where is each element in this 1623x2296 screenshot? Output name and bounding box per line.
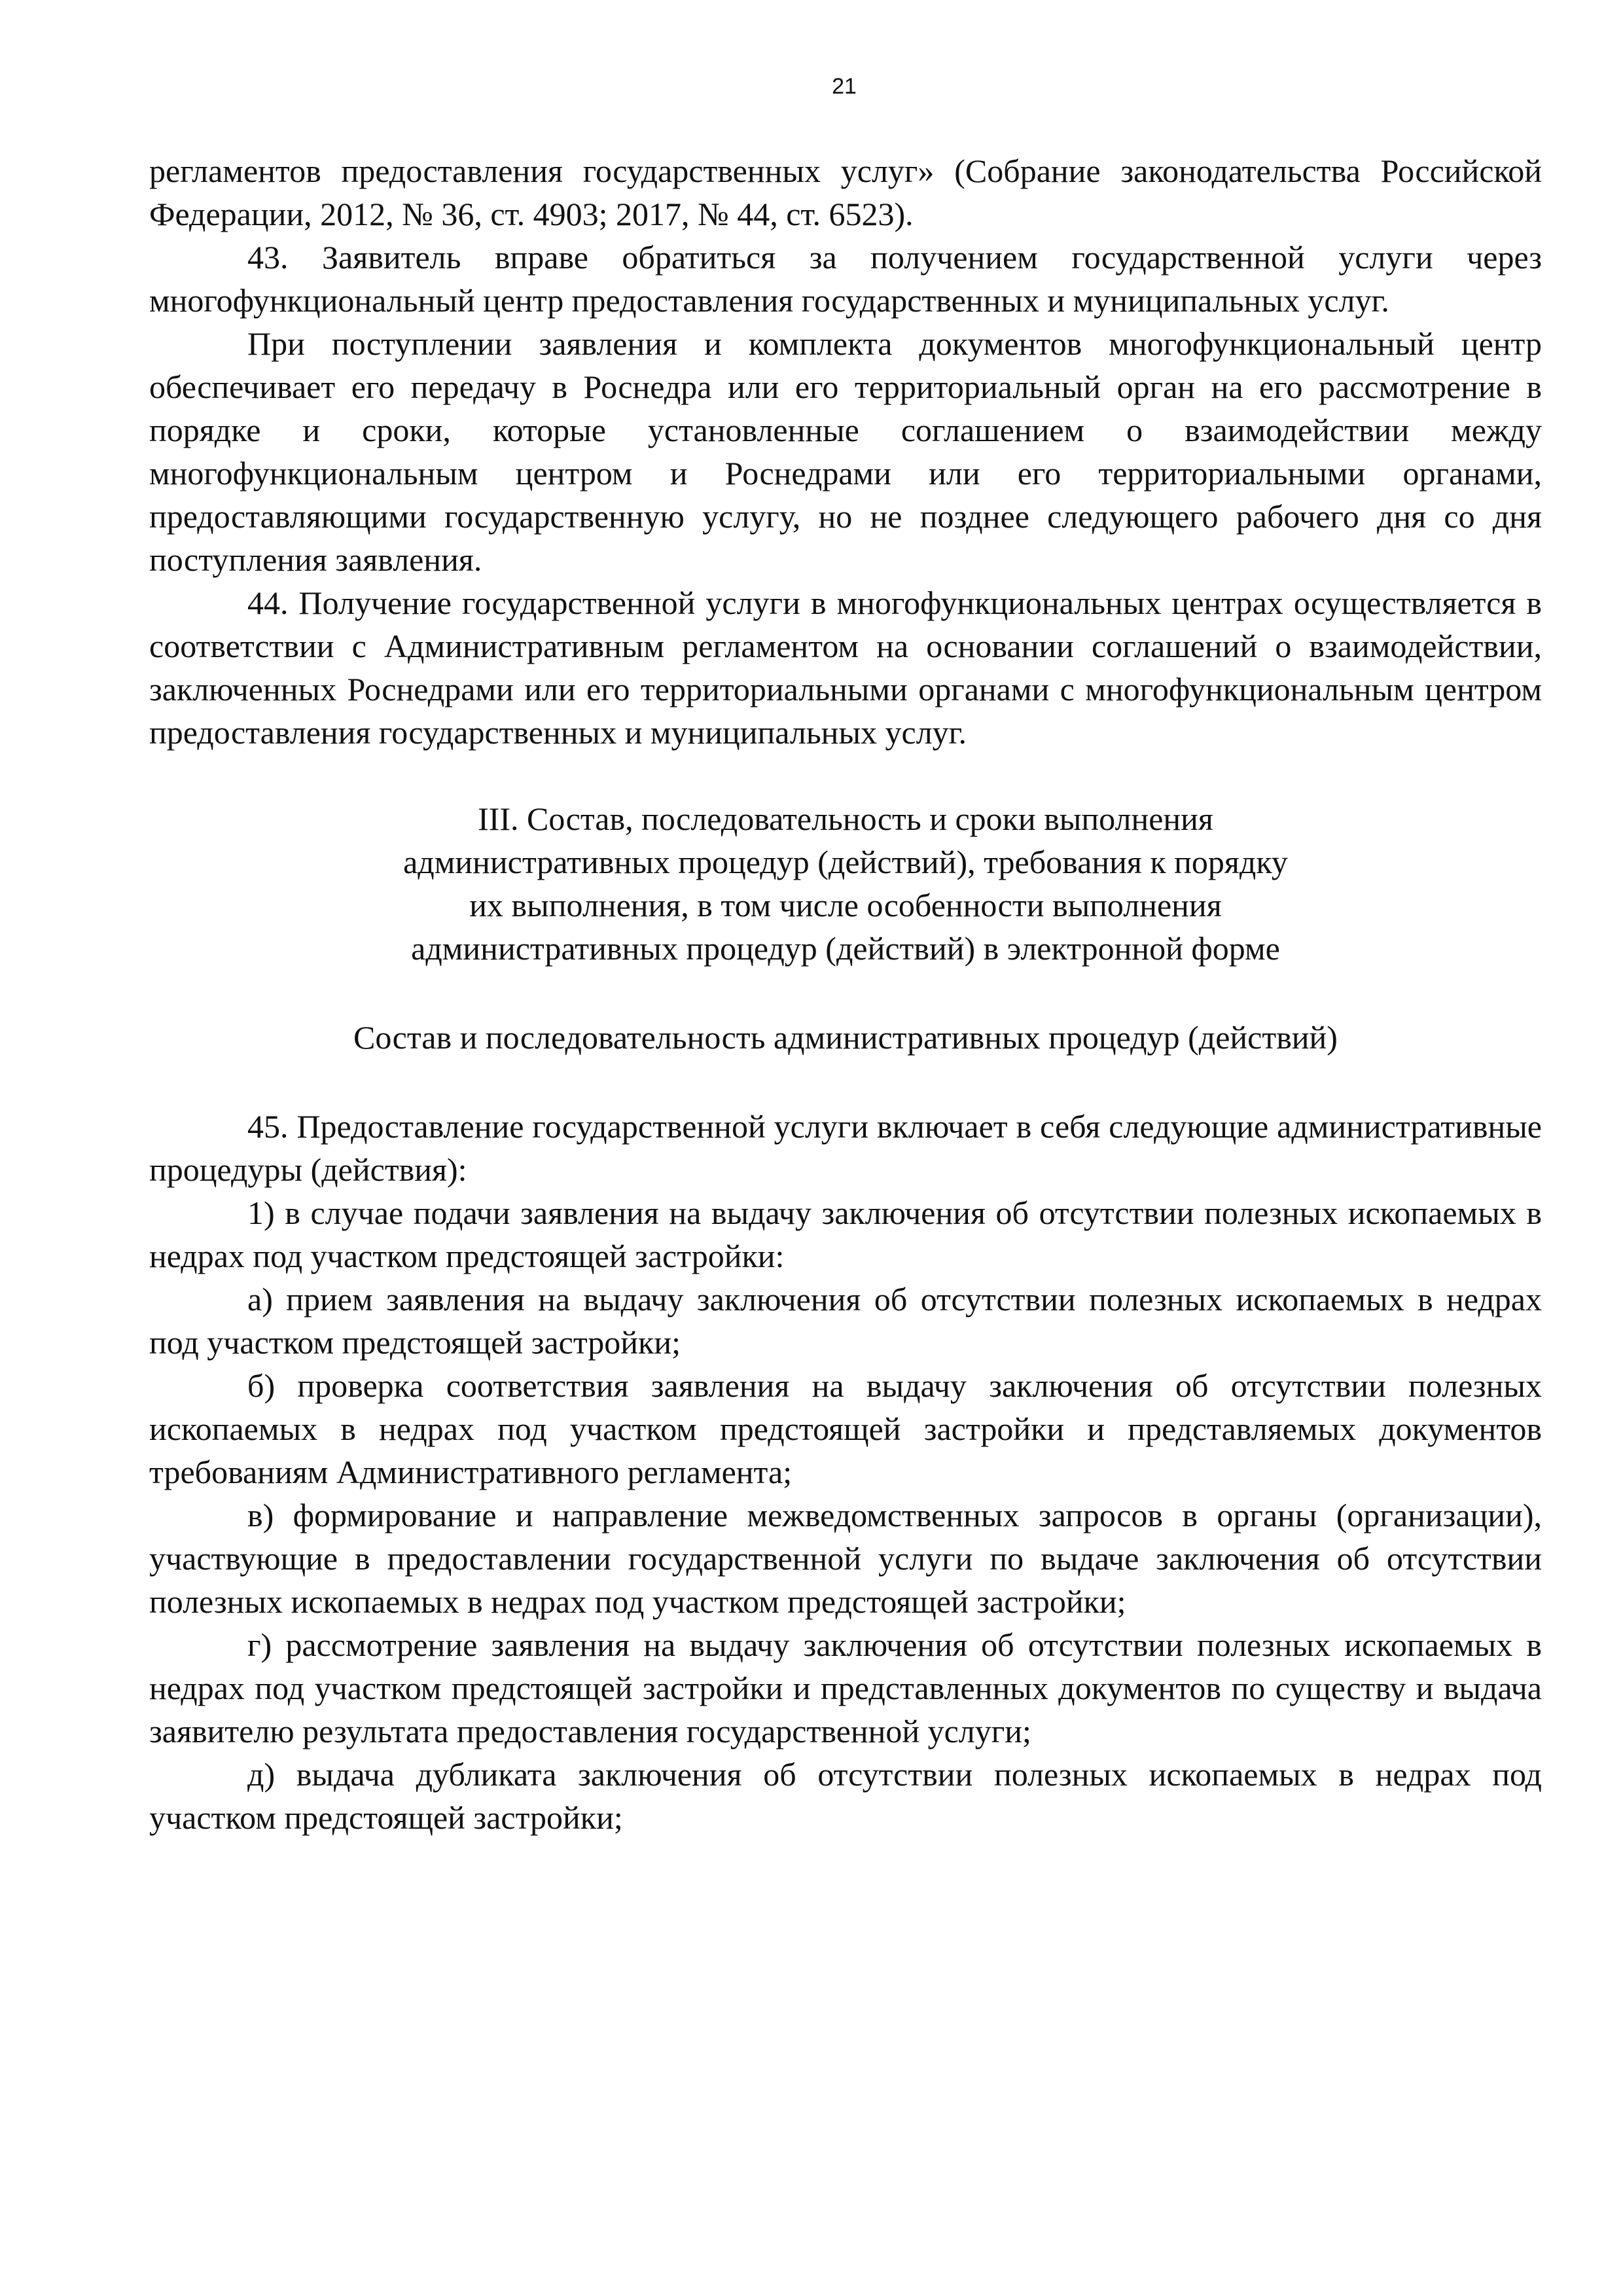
paragraph-continuation: регламентов предоставления государственных услуг» (Собрание законодательства Российской Федерации, 2012, № 36, ст. 4903; 2017, № 44, ст. 6523). (149, 152, 1542, 232)
paragraph-44: 44. Получение государственной услуги в многофункциональных центрах осуществляется в соответствии с Административным регламентом на основании соглашений о взаимодействии, заключенных Роснедрами или его территориальными органами с многофункциональным центром предоставления государственных и муниципальных услуг. (149, 584, 1542, 751)
paragraph-45-item-1: 1) в случае подачи заявления на выдачу заключения об отсутствии полезных ископаемых в недрах под участком предстоящей застройки: (149, 1194, 1542, 1274)
paragraph-45-item-d: д) выдача дубликата заключения об отсутствии полезных ископаемых в недрах под участком предстоящей застройки; (149, 1756, 1542, 1836)
paragraph-45-item-g: г) рассмотрение заявления на выдачу заключения об отсутствии полезных ископаемых в недрах под участком предстоящей застройки и представленных документов по существу и выдача заявителю результата предоставления государственной услуги; (149, 1626, 1542, 1749)
section-heading-line: административных процедур (действий) в электронной форме (411, 930, 1280, 967)
paragraph-43-mfc: При поступлении заявления и комплекта документов многофункциональный центр обеспечивает его передачу в Роснедра или его территориальный орган на его рассмотрение в порядке и сроки, которые установленные соглашением о взаимодействии между многофункциональным центром и Роснедрами или его территориальными органами, предоставляющими государственную услугу, но не позднее следующего рабочего дня со дня поступления заявления. (149, 325, 1542, 578)
document-body (149, 149, 1542, 1839)
paragraph-45-item-b: б) проверка соответствия заявления на выдачу заключения об отсутствии полезных ископаемых в недрах под участком предстоящей застройки и представляемых документов требованиям Административного регламента; (149, 1367, 1542, 1490)
paragraph-45: 45. Предоставление государственной услуги включает в себя следующие административные процедуры (действия): (149, 1108, 1542, 1188)
section-heading (149, 797, 1542, 970)
section-heading-line: административных процедур (действий), требования к порядку (403, 844, 1288, 880)
subheading: Состав и последовательность административных процедур (действий) (353, 1019, 1338, 1056)
paragraph-43: 43. Заявитель вправе обратиться за получением государственной услуги через многофункциональный центр предоставления государственных и муниципальных услуг. (149, 239, 1542, 319)
section-heading-line: III. Состав, последовательность и сроки выполнения (478, 800, 1213, 837)
paragraph-45-item-a: а) прием заявления на выдачу заключения об отсутствии полезных ископаемых в недрах под участком предстоящей застройки; (149, 1281, 1542, 1361)
section-heading-line: их выполнения, в том числе особенности выполнения (469, 887, 1222, 924)
page-number: 21 (832, 74, 857, 99)
paragraph-45-item-v: в) формирование и направление межведомственных запросов в органы (организации), участвующие в предоставлении государственной услуги по выдаче заключения об отсутствии полезных ископаемых в недрах под участком предстоящей застройки; (149, 1497, 1542, 1620)
